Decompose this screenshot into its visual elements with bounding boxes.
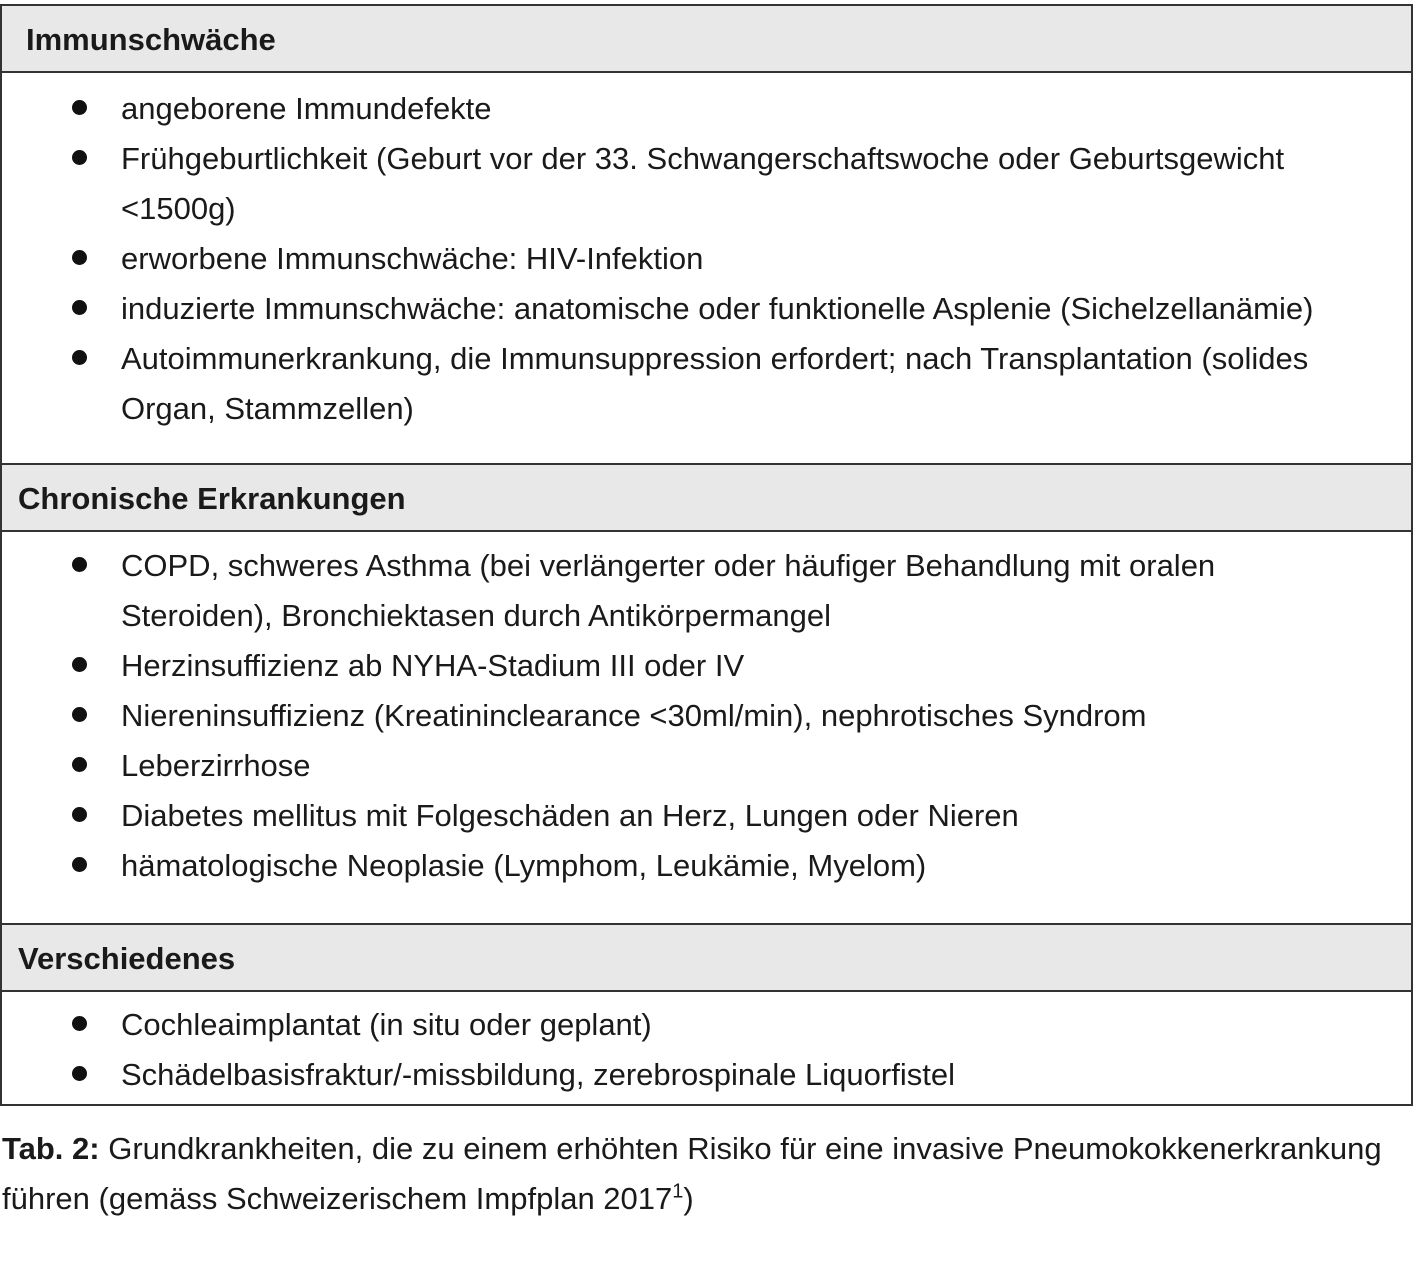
list-item xyxy=(2,84,1411,134)
list-item xyxy=(2,1050,1411,1100)
item-text: Cochleaimplantat (in situ oder geplant) xyxy=(121,1007,652,1042)
item-list xyxy=(2,1000,1411,1100)
bullet-icon xyxy=(72,100,87,115)
item-text: Schädelbasisfraktur/-missbildung, zerebrospinale Liquorfistel xyxy=(121,1057,955,1092)
bullet-icon xyxy=(72,757,87,772)
caption-label: Tab. 2: xyxy=(2,1131,100,1166)
caption-closing: ) xyxy=(683,1181,694,1216)
bullet-icon xyxy=(72,857,87,872)
bullet-icon xyxy=(72,807,87,822)
bullet-icon xyxy=(72,300,87,315)
item-list xyxy=(2,541,1411,891)
section-body-chronische-erkrankungen xyxy=(2,532,1411,925)
risk-factor-table xyxy=(0,4,1413,1106)
bullet-icon xyxy=(72,707,87,722)
item-text: Leberzirrhose xyxy=(121,748,311,783)
item-text: Autoimmunerkrankung, die Immunsuppression erfordert; nach Transplantation (solides Organ, Stammzellen) xyxy=(121,341,1309,426)
section-header-chronische-erkrankungen: Chronische Erkrankungen xyxy=(2,465,1411,532)
item-text: Diabetes mellitus mit Folgeschäden an Herz, Lungen oder Nieren xyxy=(121,798,1019,833)
list-item xyxy=(2,334,1411,434)
bullet-icon xyxy=(72,350,87,365)
item-text: induzierte Immunschwäche: anatomische oder funktionelle Asplenie (Sichelzellanämie) xyxy=(121,291,1314,326)
list-item xyxy=(2,1000,1411,1050)
list-item xyxy=(2,741,1411,791)
list-item xyxy=(2,841,1411,891)
list-item xyxy=(2,791,1411,841)
section-body-verschiedenes xyxy=(2,992,1411,1104)
item-text: erworbene Immunschwäche: HIV-Infektion xyxy=(121,241,704,276)
item-text: angeborene Immundefekte xyxy=(121,91,492,126)
caption-text: Grundkrankheiten, die zu einem erhöhten Risiko für eine invasive Pneumokokkenerkrankung führen (gemäss Schweizerischem Impfplan 2017 xyxy=(2,1131,1382,1216)
list-item xyxy=(2,641,1411,691)
list-item xyxy=(2,134,1411,234)
item-text: Niereninsuffizienz (Kreatininclearance <30ml/min), nephrotisches Syndrom xyxy=(121,698,1147,733)
bullet-icon xyxy=(72,250,87,265)
bullet-icon xyxy=(72,1016,87,1031)
section-header-verschiedenes: Verschiedenes xyxy=(2,925,1411,992)
item-text: COPD, schweres Asthma (bei verlängerter oder häufiger Behandlung mit oralen Steroiden), Bronchiektasen durch Antikörpermangel xyxy=(121,548,1216,633)
section-header-immunschwaeche: Immunschwäche xyxy=(2,6,1411,73)
table-caption xyxy=(2,1124,1407,1224)
item-text: Frühgeburtlichkeit (Geburt vor der 33. Schwangerschaftswoche oder Geburtsgewicht <1500g) xyxy=(121,141,1285,226)
bullet-icon xyxy=(72,1066,87,1081)
list-item xyxy=(2,234,1411,284)
item-text: Herzinsuffizienz ab NYHA-Stadium III oder IV xyxy=(121,648,745,683)
bullet-icon xyxy=(72,150,87,165)
bullet-icon xyxy=(72,557,87,572)
list-item xyxy=(2,284,1411,334)
item-text: hämatologische Neoplasie (Lymphom, Leukämie, Myelom) xyxy=(121,848,927,883)
list-item xyxy=(2,541,1411,641)
bullet-icon xyxy=(72,657,87,672)
list-item xyxy=(2,691,1411,741)
item-list xyxy=(2,84,1411,434)
section-body-immunschwaeche xyxy=(2,73,1411,465)
caption-footnote-ref: 1 xyxy=(672,1180,684,1203)
